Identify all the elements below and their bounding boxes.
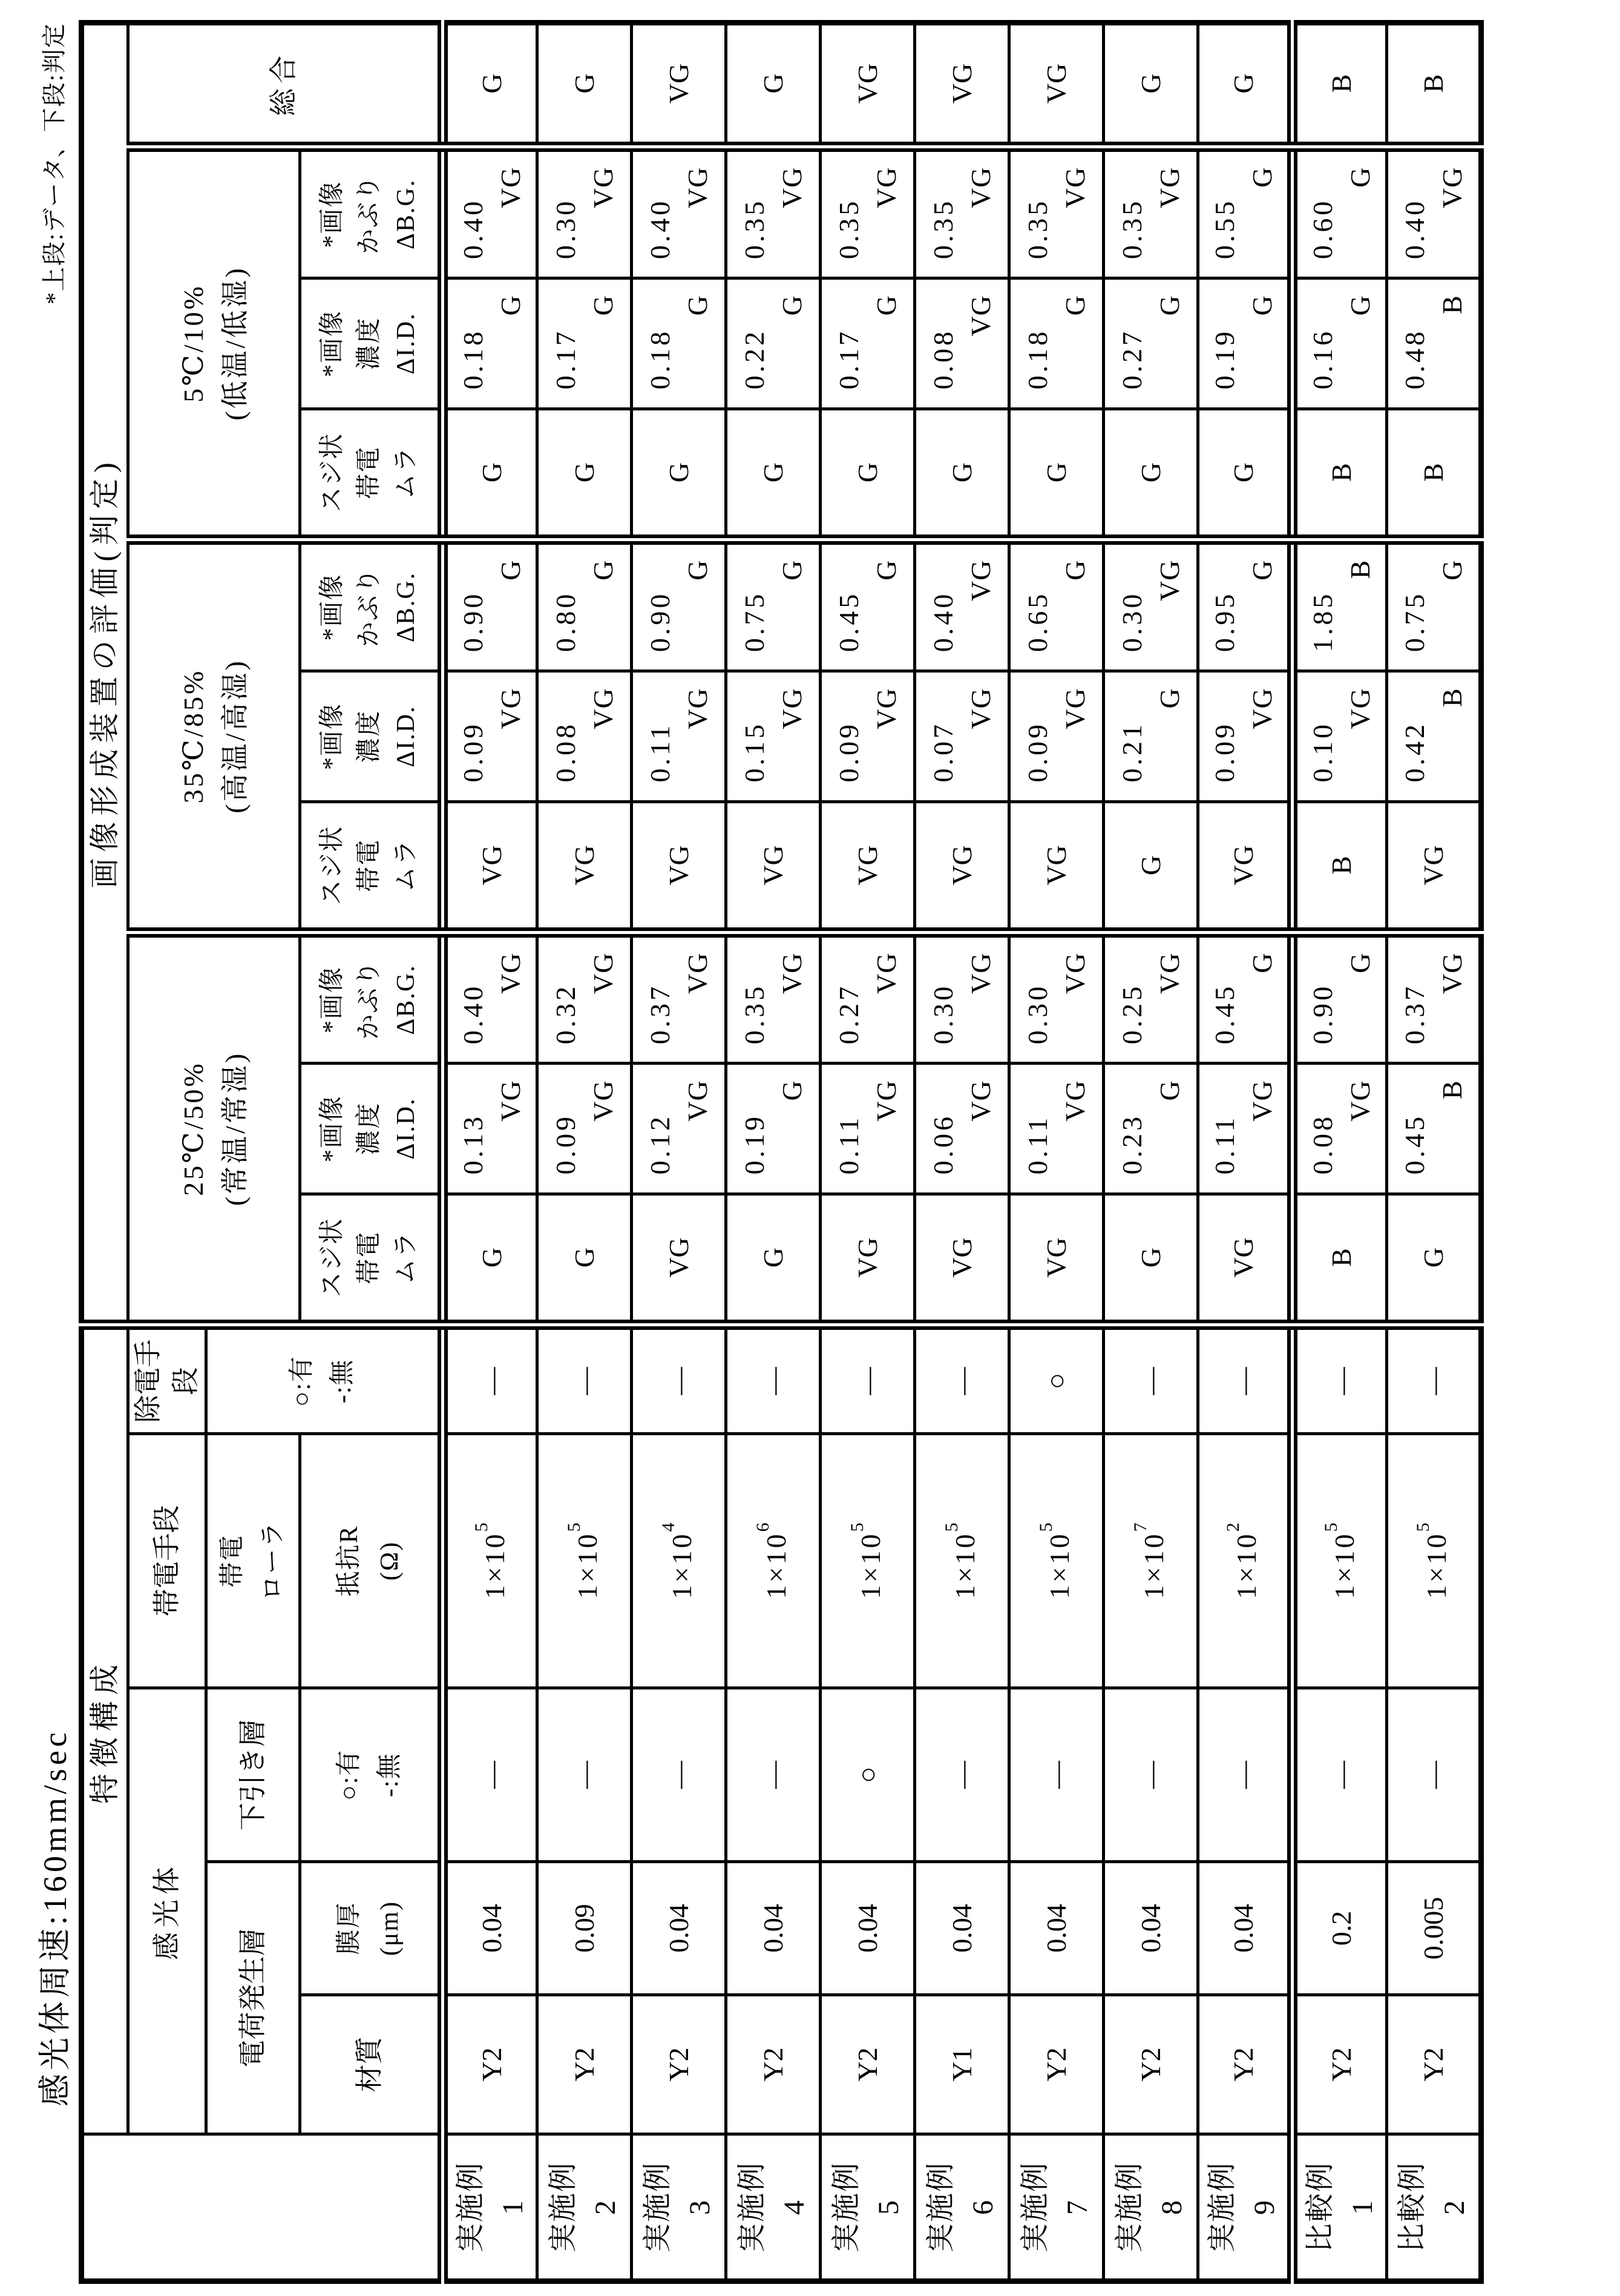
table-row <box>915 22 1009 2281</box>
cell-streak-35: B <box>1293 801 1387 932</box>
cell-density-5: 0.19 G <box>1198 278 1293 409</box>
cell-fog-5: 0.40 VG <box>443 146 537 278</box>
cell-thickness: 0.04 <box>1198 1862 1293 1995</box>
cell-streak-5: G <box>1104 409 1198 539</box>
cell-density-35: 0.42 B <box>1387 671 1481 801</box>
cell-undercoat: — <box>537 1688 632 1862</box>
cell-resistance: $1\times 10^6$ <box>726 1434 821 1688</box>
cell-streak-35: VG <box>1387 801 1481 932</box>
cell-fog-5: 0.35 VG <box>915 146 1009 278</box>
cell-undercoat: — <box>1293 1688 1387 1862</box>
cell-density-35: 0.08 VG <box>537 671 632 801</box>
cell-fog-25: 0.32 VG <box>537 932 632 1063</box>
row-label: 実施例 1 <box>443 2134 537 2281</box>
cell-overall: VG <box>915 22 1009 146</box>
table-row <box>1387 22 1481 2281</box>
row-label: 実施例 2 <box>537 2134 632 2281</box>
header-density-35: *画像 濃度 ΔI.D. <box>300 671 443 801</box>
cell-thickness: 0.04 <box>726 1862 821 1995</box>
cell-fog-25: 0.35 VG <box>726 932 821 1063</box>
header-charging-means: 帯電手段 <box>128 1434 206 1688</box>
cell-streak-5: B <box>1387 409 1481 539</box>
cell-discharge: ○ <box>1009 1324 1104 1433</box>
env-temp: 5℃/10% <box>177 284 209 403</box>
data-judgment-legend: *上段:データ、下段:判定 <box>41 22 68 304</box>
cell-streak-25: VG <box>915 1194 1009 1324</box>
cell-material: Y2 <box>1198 1995 1293 2134</box>
cell-streak-25: G <box>1387 1194 1481 1324</box>
header-charging-roller: 帯電 ローラ <box>206 1434 300 1688</box>
cell-discharge: — <box>1387 1324 1481 1433</box>
cell-density-5: 0.18 G <box>1009 278 1104 409</box>
cell-fog-25: 0.27 VG <box>821 932 915 1063</box>
cell-streak-25: B <box>1293 1194 1387 1324</box>
cell-overall: VG <box>821 22 915 146</box>
cell-fog-5: 0.35 VG <box>1009 146 1104 278</box>
cell-resistance: $1\times 10^5$ <box>1387 1434 1481 1688</box>
cell-undercoat: — <box>1104 1688 1198 1862</box>
cell-streak-25: G <box>726 1194 821 1324</box>
row-label: 比較例 2 <box>1387 2134 1481 2281</box>
cell-material: Y2 <box>443 1995 537 2134</box>
cell-material: Y2 <box>1009 1995 1104 2134</box>
cell-material: Y2 <box>726 1995 821 2134</box>
cell-fog-5: 0.35 VG <box>821 146 915 278</box>
cell-material: Y2 <box>821 1995 915 2134</box>
cell-material: Y2 <box>1293 1995 1387 2134</box>
cell-density-25: 0.12 VG <box>632 1063 726 1194</box>
cell-streak-25: G <box>1104 1194 1198 1324</box>
cell-streak-35: VG <box>537 801 632 932</box>
cell-streak-25: G <box>443 1194 537 1324</box>
header-resistance: 抵抗R (Ω) <box>300 1434 443 1688</box>
cell-overall: G <box>1198 22 1293 146</box>
cell-fog-35: 0.75 G <box>1387 539 1481 671</box>
header-photoreceptor: 感光体 <box>128 1688 206 2134</box>
cell-fog-5: 0.35 VG <box>726 146 821 278</box>
cell-streak-5: B <box>1293 409 1387 539</box>
cell-fog-35: 0.40 VG <box>915 539 1009 671</box>
cell-discharge: — <box>1198 1324 1293 1433</box>
header-fog-35: *画像 かぶり ΔB.G. <box>300 539 443 671</box>
cell-fog-25: 0.30 VG <box>1009 932 1104 1063</box>
cell-fog-25: 0.37 VG <box>632 932 726 1063</box>
cell-undercoat: ○ <box>821 1688 915 1862</box>
cell-fog-35: 0.65 G <box>1009 539 1104 671</box>
cell-density-5: 0.08 VG <box>915 278 1009 409</box>
cell-density-35: 0.15 VG <box>726 671 821 801</box>
cell-streak-5: G <box>632 409 726 539</box>
evaluation-table <box>79 20 1484 2284</box>
header-env-5 <box>128 146 300 539</box>
row-label: 実施例 7 <box>1009 2134 1104 2281</box>
cell-density-5: 0.17 G <box>537 278 632 409</box>
cell-material: Y1 <box>915 1995 1009 2134</box>
cell-density-35: 0.07 VG <box>915 671 1009 801</box>
cell-density-25: 0.45 B <box>1387 1063 1481 1194</box>
cell-streak-5: G <box>1198 409 1293 539</box>
cell-density-25: 0.13 VG <box>443 1063 537 1194</box>
cell-resistance: $1\times 10^5$ <box>1009 1434 1104 1688</box>
row-label: 実施例 9 <box>1198 2134 1293 2281</box>
cell-density-5: 0.18 G <box>632 278 726 409</box>
cell-streak-25: VG <box>632 1194 726 1324</box>
header-density-5: *画像 濃度 ΔI.D. <box>300 278 443 409</box>
table-row <box>821 22 915 2281</box>
cell-fog-35: 0.45 G <box>821 539 915 671</box>
cell-streak-5: G <box>537 409 632 539</box>
cell-streak-35: VG <box>821 801 915 932</box>
table-row <box>632 22 726 2281</box>
cell-streak-35: VG <box>1009 801 1104 932</box>
cell-streak-35: VG <box>915 801 1009 932</box>
cell-fog-25: 0.90 G <box>1293 932 1387 1063</box>
cell-density-5: 0.27 G <box>1104 278 1198 409</box>
cell-density-35: 0.10 VG <box>1293 671 1387 801</box>
cell-thickness: 0.04 <box>632 1862 726 1995</box>
header-env-35 <box>128 539 300 932</box>
cell-fog-35: 0.75 G <box>726 539 821 671</box>
cell-overall: G <box>726 22 821 146</box>
cell-discharge: — <box>915 1324 1009 1433</box>
cell-fog-35: 0.30 VG <box>1104 539 1198 671</box>
cell-thickness: 0.04 <box>443 1862 537 1995</box>
cell-resistance: $1\times 10^5$ <box>915 1434 1009 1688</box>
env-cond: (高温/高湿) <box>219 659 251 814</box>
cell-streak-5: G <box>726 409 821 539</box>
cell-thickness: 0.04 <box>1009 1862 1104 1995</box>
cell-density-25: 0.11 VG <box>821 1063 915 1194</box>
header-fog-25: *画像 かぶり ΔB.G. <box>300 932 443 1063</box>
cell-density-25: 0.08 VG <box>1293 1063 1387 1194</box>
table-row <box>537 22 632 2281</box>
cell-fog-5: 0.55 G <box>1198 146 1293 278</box>
row-label: 実施例 6 <box>915 2134 1009 2281</box>
table-row <box>443 22 537 2281</box>
cell-fog-5: 0.35 VG <box>1104 146 1198 278</box>
cell-discharge: — <box>821 1324 915 1433</box>
cell-undercoat: — <box>632 1688 726 1862</box>
cell-fog-5: 0.30 VG <box>537 146 632 278</box>
cell-resistance: $1\times 10^2$ <box>1198 1434 1293 1688</box>
header-evaluation: 画像形成装置の評価(判定) <box>82 22 128 1324</box>
cell-fog-25: 0.25 VG <box>1104 932 1198 1063</box>
cell-density-35: 0.11 VG <box>632 671 726 801</box>
cell-streak-35: VG <box>632 801 726 932</box>
cell-density-35: 0.09 VG <box>1198 671 1293 801</box>
cell-fog-25: 0.40 VG <box>443 932 537 1063</box>
cell-material: Y2 <box>1104 1995 1198 2134</box>
cell-density-25: 0.06 VG <box>915 1063 1009 1194</box>
cell-undercoat: — <box>915 1688 1009 1862</box>
cell-fog-35: 0.80 G <box>537 539 632 671</box>
cell-overall: G <box>1104 22 1198 146</box>
env-cond: (低温/低湿) <box>219 266 251 421</box>
cell-streak-5: G <box>821 409 915 539</box>
cell-fog-5: 0.40 VG <box>1387 146 1481 278</box>
cell-density-25: 0.11 VG <box>1009 1063 1104 1194</box>
cell-fog-5: 0.40 VG <box>632 146 726 278</box>
header-material: 材質 <box>300 1995 443 2134</box>
cell-discharge: — <box>537 1324 632 1433</box>
cell-streak-25: VG <box>1009 1194 1104 1324</box>
cell-streak-25: VG <box>1198 1194 1293 1324</box>
cell-fog-35: 1.85 B <box>1293 539 1387 671</box>
cell-undercoat: — <box>726 1688 821 1862</box>
cell-overall: VG <box>632 22 726 146</box>
header-density-25: *画像 濃度 ΔI.D. <box>300 1063 443 1194</box>
cell-undercoat: — <box>443 1688 537 1862</box>
cell-density-5: 0.48 B <box>1387 278 1481 409</box>
row-label: 実施例 4 <box>726 2134 821 2281</box>
cell-resistance: $1\times 10^7$ <box>1104 1434 1198 1688</box>
cell-material: Y2 <box>537 1995 632 2134</box>
cell-thickness: 0.04 <box>915 1862 1009 1995</box>
env-temp: 35℃/85% <box>177 668 209 804</box>
header-discharge-means: 除電手段 <box>128 1324 206 1433</box>
header-feature-config: 特徴構成 <box>82 1324 128 2134</box>
cell-density-5: 0.18 G <box>443 278 537 409</box>
cell-streak-35: VG <box>726 801 821 932</box>
corner-empty-cell <box>82 2134 443 2281</box>
cell-resistance: $1\times 10^4$ <box>632 1434 726 1688</box>
env-cond: (常温/常湿) <box>219 1051 251 1206</box>
cell-overall: VG <box>1009 22 1104 146</box>
cell-density-25: 0.09 VG <box>537 1063 632 1194</box>
row-label: 比較例 1 <box>1293 2134 1387 2281</box>
row-label: 実施例 3 <box>632 2134 726 2281</box>
cell-fog-35: 0.90 G <box>443 539 537 671</box>
cell-thickness: 0.04 <box>1104 1862 1198 1995</box>
cell-fog-35: 0.95 G <box>1198 539 1293 671</box>
row-label: 実施例 5 <box>821 2134 915 2281</box>
cell-overall: B <box>1387 22 1481 146</box>
cell-thickness: 0.09 <box>537 1862 632 1995</box>
header-presence-note-discharge: ○:有 -:無 <box>206 1324 443 1433</box>
cell-fog-25: 0.30 VG <box>915 932 1009 1063</box>
cell-discharge: — <box>1104 1324 1198 1433</box>
header-undercoat: 下引き層 <box>206 1688 300 1862</box>
row-label: 実施例 8 <box>1104 2134 1198 2281</box>
cell-resistance: $1\times 10^5$ <box>443 1434 537 1688</box>
cell-material: Y2 <box>1387 1995 1481 2134</box>
cell-density-5: 0.22 G <box>726 278 821 409</box>
cell-discharge: — <box>443 1324 537 1433</box>
cell-thickness: 0.2 <box>1293 1862 1387 1995</box>
cell-undercoat: — <box>1009 1688 1104 1862</box>
cell-density-25: 0.19 G <box>726 1063 821 1194</box>
cell-discharge: — <box>726 1324 821 1433</box>
cell-streak-25: G <box>537 1194 632 1324</box>
header-streak-35: スジ状 帯電 ムラ <box>300 801 443 932</box>
header-thickness: 膜厚 (μm) <box>300 1862 443 1995</box>
table-row <box>1293 22 1387 2281</box>
cell-thickness: 0.04 <box>821 1862 915 1995</box>
cell-undercoat: — <box>1387 1688 1481 1862</box>
table-row <box>1009 22 1104 2281</box>
cell-thickness: 0.005 <box>1387 1862 1481 1995</box>
table-row <box>1198 22 1293 2281</box>
header-streak-5: スジ状 帯電 ムラ <box>300 409 443 539</box>
cell-streak-35: G <box>1104 801 1198 932</box>
page-title: 感光体周速:160mm/sec <box>37 1729 73 2107</box>
cell-density-35: 0.09 VG <box>1009 671 1104 801</box>
cell-discharge: — <box>632 1324 726 1433</box>
cell-fog-35: 0.90 G <box>632 539 726 671</box>
table-row <box>1104 22 1198 2281</box>
cell-density-35: 0.09 VG <box>821 671 915 801</box>
cell-density-25: 0.23 G <box>1104 1063 1198 1194</box>
cell-streak-35: VG <box>443 801 537 932</box>
cell-resistance: $1\times 10^5$ <box>537 1434 632 1688</box>
cell-undercoat: — <box>1198 1688 1293 1862</box>
cell-overall: B <box>1293 22 1387 146</box>
cell-overall: G <box>537 22 632 146</box>
cell-streak-5: G <box>443 409 537 539</box>
header-cgl: 電荷発生層 <box>206 1862 300 2134</box>
cell-streak-5: G <box>1009 409 1104 539</box>
header-fog-5: *画像 かぶり ΔB.G. <box>300 146 443 278</box>
cell-material: Y2 <box>632 1995 726 2134</box>
cell-resistance: $1\times 10^5$ <box>821 1434 915 1688</box>
cell-discharge: — <box>1293 1324 1387 1433</box>
env-temp: 25℃/50% <box>177 1061 209 1196</box>
header-overall: 総合 <box>128 22 443 146</box>
cell-streak-25: VG <box>821 1194 915 1324</box>
cell-density-35: 0.09 VG <box>443 671 537 801</box>
header-streak-25: スジ状 帯電 ムラ <box>300 1194 443 1324</box>
cell-fog-25: 0.45 G <box>1198 932 1293 1063</box>
cell-fog-25: 0.37 VG <box>1387 932 1481 1063</box>
cell-overall: G <box>443 22 537 146</box>
cell-density-25: 0.11 VG <box>1198 1063 1293 1194</box>
header-env-25 <box>128 932 300 1324</box>
table-row <box>726 22 821 2281</box>
cell-density-5: 0.16 G <box>1293 278 1387 409</box>
cell-fog-5: 0.60 G <box>1293 146 1387 278</box>
cell-streak-35: VG <box>1198 801 1293 932</box>
cell-streak-5: G <box>915 409 1009 539</box>
header-presence-note-undercoat: ○:有 -:無 <box>300 1688 443 1862</box>
cell-density-5: 0.17 G <box>821 278 915 409</box>
cell-resistance: $1\times 10^5$ <box>1293 1434 1387 1688</box>
cell-density-35: 0.21 G <box>1104 671 1198 801</box>
